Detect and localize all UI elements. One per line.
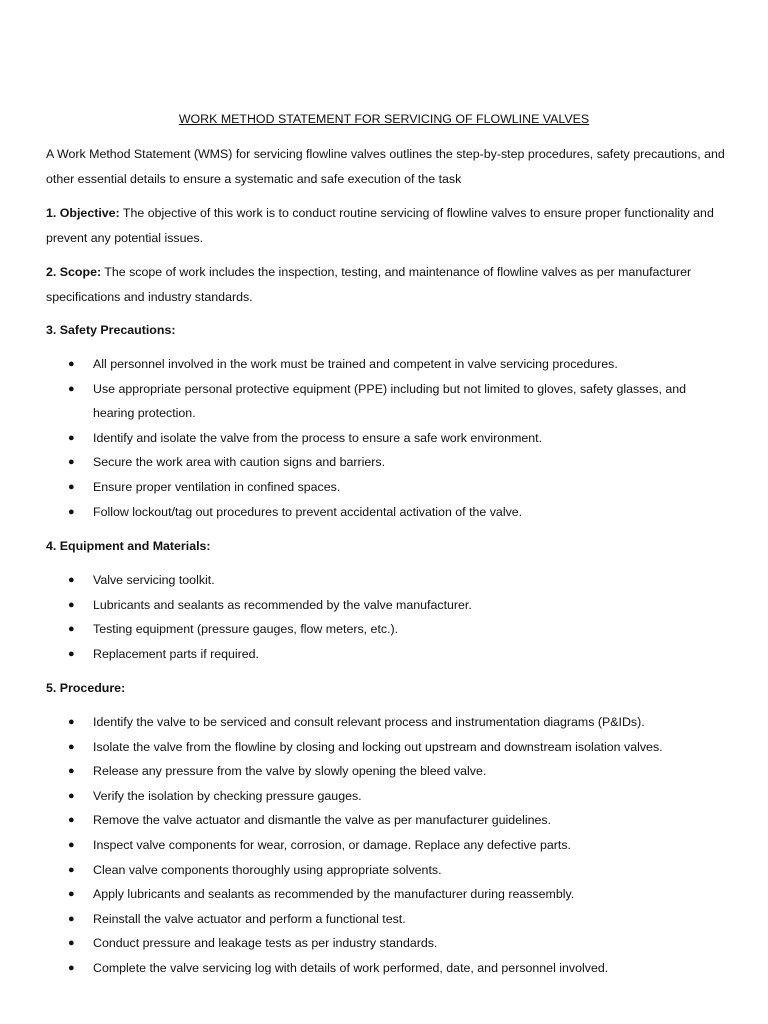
list-item	[0, 617, 723, 642]
list-item	[0, 450, 723, 475]
bullet-icon: ●	[68, 937, 75, 950]
scope-text: The scope of work includes the inspection, testing, and maintenance of flowline valves as per manufacturer specifications and industry standards.	[46, 265, 692, 304]
list-item	[0, 593, 723, 618]
safety-heading: 3. Safety Precautions:	[46, 323, 176, 337]
list-item-text: Release any pressure from the valve by slowly opening the bleed valve.	[93, 764, 487, 779]
list-item	[0, 352, 723, 377]
list-item	[0, 759, 723, 784]
list-item-text: Valve servicing toolkit.	[93, 573, 215, 587]
intro-paragraph: A Work Method Statement (WMS) for servicing flowline valves outlines the step-by-step procedures, safety precautions, and other essential details to ensure a systematic and safe execution of the task	[46, 147, 725, 186]
bullet-icon: ●	[68, 888, 75, 901]
bullet-icon: ●	[68, 647, 75, 660]
list-item-text: Conduct pressure and leakage tests as per industry standards.	[93, 936, 438, 951]
objective-text: The objective of this work is to conduct routine servicing of flowline valves to ensure proper functionality and prevent any potential issues.	[46, 206, 714, 245]
list-item-text: Isolate the valve from the flowline by closing and locking out upstream and downstream isolation valves.	[93, 739, 663, 754]
bullet-icon: ●	[68, 574, 75, 586]
list-item-text: Clean valve components thoroughly using appropriate solvents.	[93, 862, 442, 877]
list-item-text: Reinstall the valve actuator and perform a functional test.	[93, 911, 406, 926]
document-title: WORK METHOD STATEMENT FOR SERVICING OF FLOWLINE VALVES	[178, 112, 590, 126]
list-item	[0, 475, 723, 500]
equipment-list	[0, 568, 768, 666]
bullet-icon: ●	[68, 480, 75, 493]
list-item	[0, 377, 723, 426]
bullet-icon: ●	[68, 456, 75, 469]
list-item-text: All personnel involved in the work must be trained and competent in valve servicing procedures.	[93, 357, 618, 371]
bullet-icon: ●	[68, 382, 75, 395]
list-item	[0, 956, 723, 981]
bullet-icon: ●	[68, 431, 75, 444]
bullet-icon: ●	[68, 716, 75, 728]
equipment-heading: 4. Equipment and Materials:	[46, 539, 211, 553]
bullet-icon: ●	[68, 358, 75, 370]
bullet-icon: ●	[68, 789, 75, 802]
list-item-text: Remove the valve actuator and dismantle the valve as per manufacturer guidelines.	[93, 813, 552, 828]
list-item	[0, 858, 723, 883]
list-item	[0, 907, 723, 932]
list-item	[0, 882, 723, 907]
bullet-icon: ●	[68, 814, 75, 827]
list-item	[0, 784, 723, 809]
bullet-icon: ●	[68, 838, 75, 851]
bullet-icon: ●	[68, 912, 75, 925]
list-item-text: Testing equipment (pressure gauges, flow meters, etc.).	[93, 622, 399, 637]
bullet-icon: ●	[68, 740, 75, 753]
objective-label: 1. Objective:	[46, 206, 120, 220]
list-item-text: Follow lockout/tag out procedures to prevent accidental activation of the valve.	[93, 504, 523, 519]
list-item-text: Ensure proper ventilation in confined spaces.	[93, 479, 341, 494]
procedure-list	[0, 710, 768, 981]
safety-list	[0, 352, 768, 524]
list-item	[0, 642, 723, 667]
list-item	[0, 833, 723, 858]
objective-paragraph	[46, 201, 736, 250]
list-item	[0, 808, 723, 833]
list-item-text: Lubricants and sealants as recommended by the valve manufacturer.	[93, 597, 472, 612]
list-item-text: Identify the valve to be serviced and consult relevant process and instrumentation diagrams (P&IDs).	[93, 715, 645, 729]
list-item	[0, 735, 723, 760]
list-item-text: Identify and isolate the valve from the process to ensure a safe work environment.	[93, 430, 543, 445]
list-item-text: Apply lubricants and sealants as recommended by the manufacturer during reassembly.	[93, 887, 575, 902]
bullet-icon: ●	[68, 598, 75, 611]
list-item	[0, 426, 723, 451]
list-item-text: Secure the work area with caution signs and barriers.	[93, 455, 386, 470]
bullet-icon: ●	[68, 961, 75, 974]
bullet-icon: ●	[68, 863, 75, 876]
list-item-text: Replacement parts if required.	[93, 646, 259, 661]
list-item-text: Verify the isolation by checking pressure gauges.	[93, 788, 362, 803]
list-item-text: Use appropriate personal protective equipment (PPE) including but not limited to gloves, safety glasses, and hearing protection.	[93, 381, 687, 421]
list-item-text: Complete the valve servicing log with details of work performed, date, and personnel involved.	[93, 960, 609, 975]
list-item-text: Inspect valve components for wear, corrosion, or damage. Replace any defective parts.	[93, 837, 571, 852]
scope-paragraph	[46, 260, 736, 309]
list-item	[0, 568, 723, 593]
procedure-heading: 5. Procedure:	[46, 681, 126, 695]
bullet-icon: ●	[68, 765, 75, 778]
list-item	[0, 710, 723, 735]
scope-label: 2. Scope:	[46, 265, 102, 279]
bullet-icon: ●	[68, 505, 75, 518]
list-item	[0, 931, 723, 956]
list-item	[0, 500, 723, 525]
bullet-icon: ●	[68, 623, 75, 636]
